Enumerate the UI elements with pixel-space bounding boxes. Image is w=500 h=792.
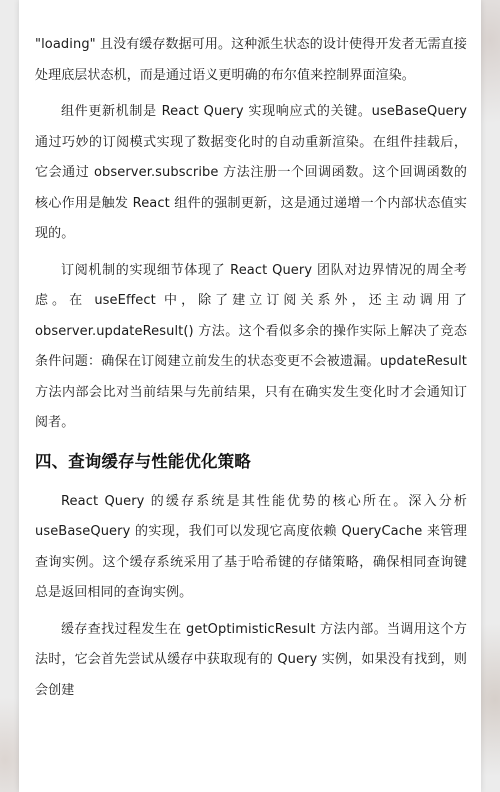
paragraph-update-mechanism: 组件更新机制是 React Query 实现响应式的关键。useBaseQuery 通过巧妙的订阅模式实现了数据变化时的自动重新渲染。在组件挂载后，它会通过 observer.subscribe 方法注册一个回调函数。这个回调函数的核心作用是触发 React 组件的强制更新，这是通过递增一个内部状态值实现的。 (35, 104, 467, 241)
paragraph-cache-lookup: 缓存查找过程发生在 getOptimisticResult 方法内部。当调用这个方法时，它会首先尝试从缓存中获取现有的 Query 实例，如果没有找到，则会创建 (35, 621, 467, 698)
paragraph-subscription-details: 订阅机制的实现细节体现了 React Query 团队对边界情况的周全考虑。在 useEffect 中，除了建立订阅关系外，还主动调用了 observer.updateResult() 方法。这个看似多余的操作实际上解决了竞态条件问题：确保在订阅建立前发生的状态变更不会被遗漏。updateResult 方法内部会比对当前结果与先前结果，只有在确实发生变化时才会通知订阅者。 (35, 262, 467, 430)
document-body (35, 30, 467, 712)
paragraph-loading-state: "loading" 且没有缓存数据可用。这种派生状态的设计使得开发者无需直接处理底层状态机，而是通过语义更明确的布尔值来控制界面渲染。 (35, 37, 467, 83)
paragraph-cache-system: React Query 的缓存系统是其性能优势的核心所在。深入分析 useBaseQuery 的实现，我们可以发现它高度依赖 QueryCache 来管理查询实例。这个缓存系统采用了基于哈希键的存储策略，确保相同查询键总是返回相同的查询实例。 (35, 493, 467, 600)
section-heading: 四、查询缓存与性能优化策略 (35, 451, 251, 471)
document-page (19, 0, 481, 792)
